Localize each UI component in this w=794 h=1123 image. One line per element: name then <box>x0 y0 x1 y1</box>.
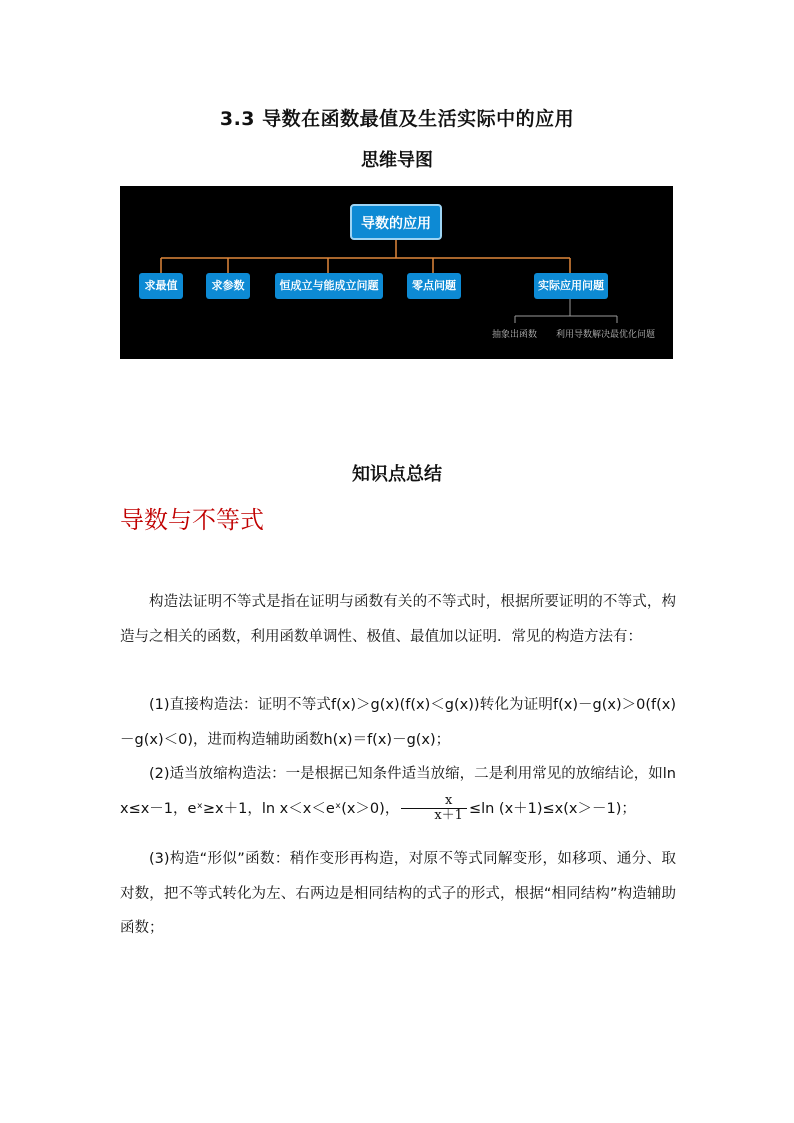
section-heading: 导数与不等式 <box>120 506 264 534</box>
intro-paragraph: 构造法证明不等式是指在证明与函数有关的不等式时，根据所要证明的不等式，构造与之相关的函数，利用函数单调性、极值、最值加以证明．常见的构造方法有： <box>120 594 676 645</box>
mind-map-node-zero-point: 零点问题 <box>407 273 461 299</box>
fraction <box>401 794 467 823</box>
mind-map-root: 导数的应用 <box>350 204 442 240</box>
mind-map-node-practical: 实际应用问题 <box>534 273 608 299</box>
fraction-denominator: x＋1 <box>434 808 463 823</box>
mindmap-heading: 思维导图 <box>361 150 433 171</box>
mind-map <box>120 186 673 359</box>
method-3-paragraph: (3)构造“形似”函数：稍作变形再构造，对原不等式同解变形，如移项、通分、取对数，把不等式转化为左、右两边是相同结构的式子的形式，根据“相同结构”构造辅助函数； <box>120 851 676 936</box>
fraction-numerator: x <box>401 794 467 809</box>
mind-map-node-parameter: 求参数 <box>206 273 250 299</box>
method-2-paragraph <box>120 757 676 826</box>
mind-map-node-max-value: 求最值 <box>139 273 183 299</box>
page-title: 3.3 导数在函数最值及生活实际中的应用 <box>219 108 575 130</box>
method-1-paragraph: (1)直接构造法：证明不等式f(x)＞g(x)(f(x)＜g(x))转化为证明f(x)－g(x)＞0(f(x)－g(x)＜0)，进而构造辅助函数h(x)＝f(x)－g(x)； <box>120 697 676 748</box>
method-2-tail: ≤ln (x＋1)≤x(x＞－1)； <box>468 800 636 817</box>
summary-heading: 知识点总结 <box>352 464 442 485</box>
method-2-text: (2)适当放缩构造法：一是根据已知条件适当放缩，二是利用常见的放缩结论，如ln x≤x－1，eˣ≥x＋1，ln x＜x＜eˣ(x＞0)， <box>120 766 676 817</box>
mind-map-leaf-optimization: 利用导数解决最优化问题 <box>556 330 656 340</box>
mind-map-leaf-abstract-function: 抽象出函数 <box>492 330 538 340</box>
mind-map-node-always-holds: 恒成立与能成立问题 <box>275 273 383 299</box>
